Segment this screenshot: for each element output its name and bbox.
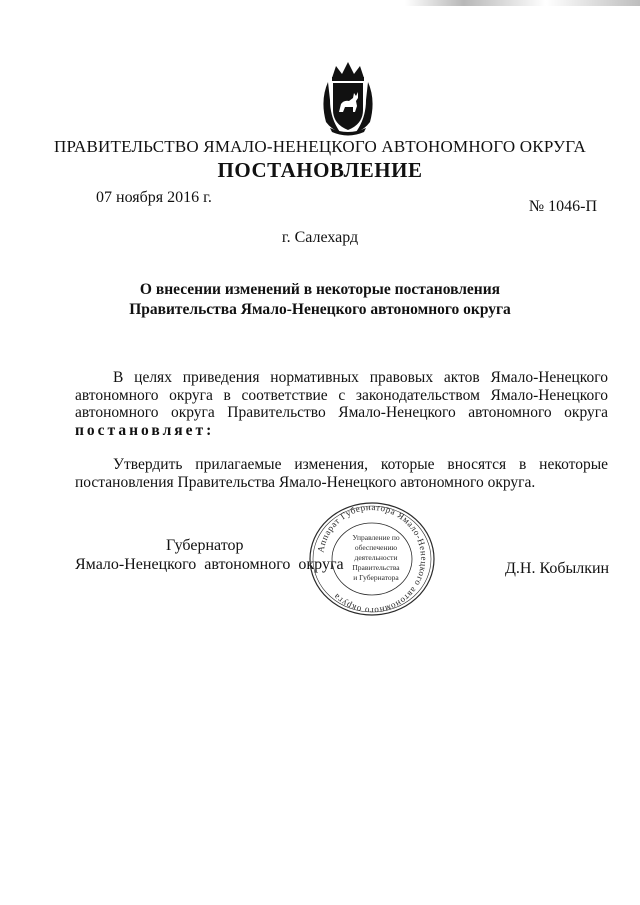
subject-line-2: Правительства Ямало-Ненецкого автономного округа (129, 301, 511, 318)
signatory-title-line-2: Ямало-Ненецкого автономного округа (75, 556, 344, 573)
body-paragraph-2: Утвердить прилагаемые изменения, которые вносятся в некоторые постановления Правительства Ямало-Ненецкого автономного округа. (75, 456, 608, 491)
document-subject (0, 280, 640, 320)
resolution-verb: постановляет: (75, 421, 215, 439)
coat-of-arms-icon (318, 60, 378, 136)
subject-line-1: О внесении изменений в некоторые постановления (139, 281, 501, 298)
government-title: ПРАВИТЕЛЬСТВО ЯМАЛО-НЕНЕЦКОГО АВТОНОМНОГО ОКРУГА (54, 137, 586, 156)
stamp-center-line-1: Управление по (352, 533, 400, 542)
body-paragraph-1 (75, 369, 608, 439)
document-type-title: ПОСТАНОВЛЕНИЕ (217, 158, 423, 182)
scan-edge-mark (405, 0, 640, 6)
signatory-name: Д.Н. Кобылкин (505, 560, 610, 577)
stamp-center-line-3: деятельности (354, 553, 398, 562)
official-stamp-seal (302, 500, 442, 618)
stamp-center-line-5: и Губернатора (353, 573, 399, 582)
stamp-center-line-2: обеспечению (354, 543, 398, 552)
document-city: г. Салехард (281, 229, 359, 246)
signatory-title-line-1: Губернатор (166, 537, 244, 554)
document-number: № 1046-П (528, 198, 597, 215)
stamp-ring-text: Аппарат Губернатора Ямало-Ненецкого автономного округа (315, 501, 430, 617)
document-date: 07 ноября 2016 г. (96, 189, 212, 206)
stamp-center-line-4: Правительства (352, 563, 400, 572)
paragraph-1-text: В целях приведения нормативных правовых актов Ямало-Ненецкого автономного округа в соответствие с законодательством Ямало-Ненецкого автономного округа Правительство Ямало-Ненецкого автономного округа (75, 369, 608, 421)
